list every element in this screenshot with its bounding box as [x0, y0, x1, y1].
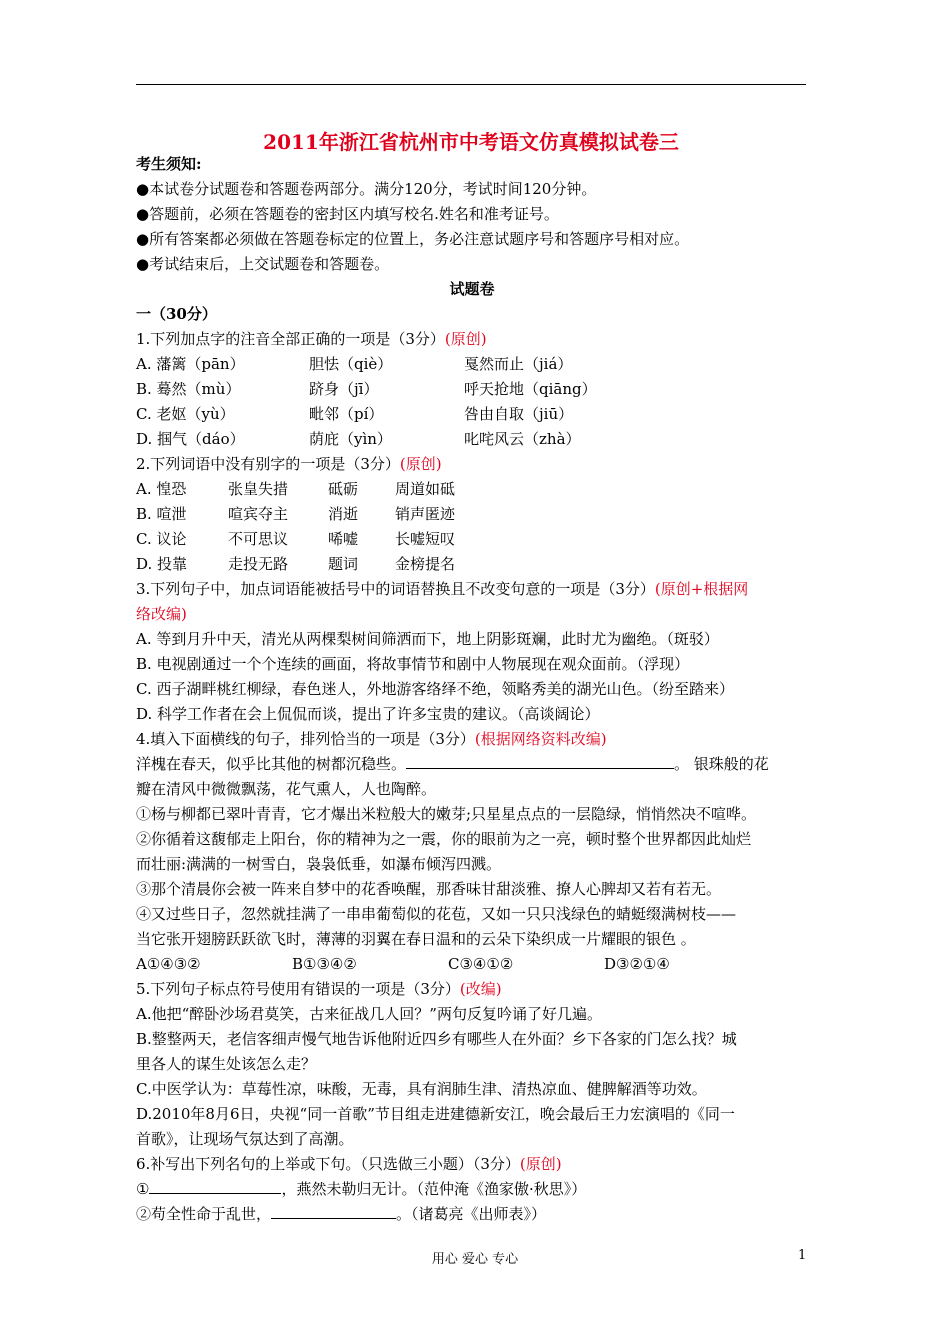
option-cell: 荫庇（yìn） [309, 430, 392, 448]
option-cell: D. 投靠 [136, 555, 188, 573]
option-cell: 长嘘短叹 [395, 530, 456, 548]
option-cell: 毗邻（pí） [309, 405, 384, 423]
passage-text: 洋槐在春天，似乎比其他的树都沉稳些。 [136, 755, 407, 773]
option-cell: 戛然而止（jiá） [464, 355, 573, 373]
question-4-item: ②你循着这馥郁走上阳台，你的精神为之一震，你的眼前为之一亮，顿时整个世界都因此灿烂 [136, 830, 752, 848]
question-4-stem [136, 727, 808, 752]
answer-blank [271, 1204, 396, 1219]
question-text: 2.下列词语中没有别字的一项是（3分） [136, 455, 400, 473]
option-cell: 消逝 [328, 505, 359, 523]
question-6-line [136, 1177, 808, 1202]
question-5-option: B.整整两天，老信客细声慢气地告诉他附近四乡有哪些人在外面？乡下各家的门怎么找？城 [136, 1030, 737, 1048]
notice-item: ●所有答案都必须做在答题卷标定的位置上，务必注意试题序号和答题序号相对应。 [136, 230, 690, 248]
question-1-option-row [136, 402, 808, 427]
question-3-option: D. 科学工作者在会上侃侃而谈，提出了许多宝贵的建议。（高谈阔论） [136, 705, 600, 723]
question-tag: (原创) [399, 455, 442, 473]
question-1-option-row [136, 427, 808, 452]
question-2-stem [136, 452, 808, 477]
choice-cell: D③②①④ [604, 955, 670, 973]
question-4-item: 当它张开翅膀跃跃欲飞时，薄薄的羽翼在春日温和的云朵下染织成一片耀眼的银色 。 [136, 930, 696, 948]
option-cell: A. 藩篱（pān） [136, 355, 245, 373]
question-tag: (根据网络资料改编) [474, 730, 607, 748]
question-5-option: 里各人的谋生处该怎么走？ [136, 1055, 317, 1073]
footer-motto: 用心 爱心 专心 [431, 1252, 519, 1267]
page-number: 1 [798, 1248, 807, 1263]
option-cell: 走投无路 [228, 555, 289, 573]
line-text: ②苟全性命于乱世， [136, 1205, 272, 1223]
question-2-option-row [136, 502, 808, 527]
option-cell: 张皇失措 [228, 480, 289, 498]
question-5-option: A.他把“醉卧沙场君莫笑，古来征战几人回？”两句反复吟诵了好几遍。 [136, 1005, 602, 1023]
choice-cell: C③④①② [448, 955, 514, 973]
answer-blank [149, 1179, 281, 1194]
option-cell: 题词 [328, 555, 359, 573]
question-text: 6.补写出下列名句的上举或下句。（只选做三小题）（3分） [136, 1155, 520, 1173]
header-rule [136, 84, 806, 85]
part-one-heading: 一（30分） [136, 305, 217, 323]
question-tag: 络改编) [136, 605, 187, 623]
option-cell: 跻身（jī） [309, 380, 379, 398]
question-4-passage [136, 752, 808, 777]
question-tag: (原创) [444, 330, 487, 348]
option-cell: C. 老妪（yù） [136, 405, 235, 423]
exam-content [136, 152, 808, 1227]
option-cell: C. 议论 [136, 530, 187, 548]
option-cell: 胆怯（qiè） [309, 355, 393, 373]
question-2-option-row [136, 552, 808, 577]
option-cell: 砥砺 [328, 480, 359, 498]
option-cell: 销声匿迹 [395, 505, 456, 523]
option-cell: 呼天抢地（qiāng） [464, 380, 597, 398]
question-5-stem [136, 977, 808, 1002]
option-cell: A. 惶恐 [136, 480, 187, 498]
notice-item: ●考试结束后，上交试题卷和答题卷。 [136, 255, 390, 273]
question-4-passage: 瓣在清风中微微飘荡，花气熏人，人也陶醉。 [136, 780, 437, 798]
option-cell: D. 掴气（dáo） [136, 430, 245, 448]
question-4-item: ①杨与柳都已翠叶青青，它才爆出米粒般大的嫩芽;只星星点点的一层隐绿，悄悄然决不喧哗。 [136, 805, 757, 823]
option-cell: 周道如砥 [395, 480, 456, 498]
question-2-option-row [136, 527, 808, 552]
question-6-line [136, 1202, 808, 1227]
question-3-option: A. 等到月升中天，清光从两棵梨树间筛洒而下，地上阴影斑斓，此时尤为幽绝。（斑驳） [136, 630, 719, 648]
choice-cell: A①④③② [136, 955, 201, 973]
notice-item: ●本试卷分试题卷和答题卷两部分。满分120分，考试时间120分钟。 [136, 180, 597, 198]
question-3-stem [136, 577, 808, 602]
question-tag: (原创) [519, 1155, 562, 1173]
option-cell: B. 喧泄 [136, 505, 187, 523]
line-text: ，燕然未勒归无计。（范仲淹《渔家傲·秋思》） [281, 1180, 587, 1198]
option-cell: 唏嘘 [328, 530, 359, 548]
page-footer [0, 1248, 950, 1268]
option-cell: B. 蓦然（mù） [136, 380, 241, 398]
question-5-option: D.2010年8月6日，央视“同一首歌”节目组走进建德新安江，晚会最后王力宏演唱的《同一 [136, 1105, 735, 1123]
question-2-option-row [136, 477, 808, 502]
option-cell: 金榜提名 [395, 555, 456, 573]
passage-text: 。 银珠般的花 [674, 755, 769, 773]
line-text: 。（诸葛亮《出师表》） [396, 1205, 547, 1223]
page-title: 2011年浙江省杭州市中考语文仿真模拟试卷三 [263, 130, 679, 154]
question-3-option: B. 电视剧通过一个个连续的画面，将故事情节和剧中人物展现在观众面前。（浮现） [136, 655, 690, 673]
notice-item: ●答题前，必须在答题卷的密封区内填写校名.姓名和准考证号。 [136, 205, 559, 223]
option-cell: 喧宾夺主 [228, 505, 289, 523]
question-5-option: 首歌》，让现场气氛达到了高潮。 [136, 1130, 354, 1148]
question-text: 3.下列句子中，加点词语能被括号中的词语替换且不改变句意的一项是（3分） [136, 580, 655, 598]
question-text: 1.下列加点字的注音全部正确的一项是（3分） [136, 330, 445, 348]
question-1-option-row [136, 377, 808, 402]
line-text: ① [136, 1180, 150, 1198]
question-text: 5.下列句子标点符号使用有错误的一项是（3分） [136, 980, 460, 998]
answer-blank [406, 754, 674, 769]
question-4-item: 而壮丽:满满的一树雪白，袅袅低垂，如瀑布倾泻四溅。 [136, 855, 502, 873]
question-6-stem [136, 1152, 808, 1177]
question-tag: (原创+根据网 [654, 580, 749, 598]
option-cell: 叱咤风云（zhà） [464, 430, 581, 448]
section-title: 试题卷 [449, 280, 495, 298]
question-text: 4.填入下面横线的句子，排列恰当的一项是（3分） [136, 730, 475, 748]
question-4-item: ③那个清晨你会被一阵来自梦中的花香唤醒，那香味甘甜淡雅、撩人心脾却又若有若无。 [136, 880, 722, 898]
question-4-choices [136, 952, 808, 977]
question-5-option: C.中医学认为：草莓性凉，味酸，无毒，具有润肺生津、清热凉血、健脾解酒等功效。 [136, 1080, 707, 1098]
question-4-item: ④又过些日子，忽然就挂满了一串串葡萄似的花苞，又如一只只浅绿色的蜻蜓缀满树枝—— [136, 905, 737, 923]
option-cell: 咎由自取（jiū） [464, 405, 574, 423]
question-3-option: C. 西子湖畔桃红柳绿，春色迷人，外地游客络绎不绝，领略秀美的湖光山色。（纷至踏来） [136, 680, 734, 698]
question-1-option-row [136, 352, 808, 377]
option-cell: 不可思议 [228, 530, 289, 548]
question-1-stem [136, 327, 808, 352]
notice-heading: 考生须知: [136, 155, 202, 173]
choice-cell: B①③④② [292, 955, 357, 973]
question-tag: (改编) [459, 980, 502, 998]
